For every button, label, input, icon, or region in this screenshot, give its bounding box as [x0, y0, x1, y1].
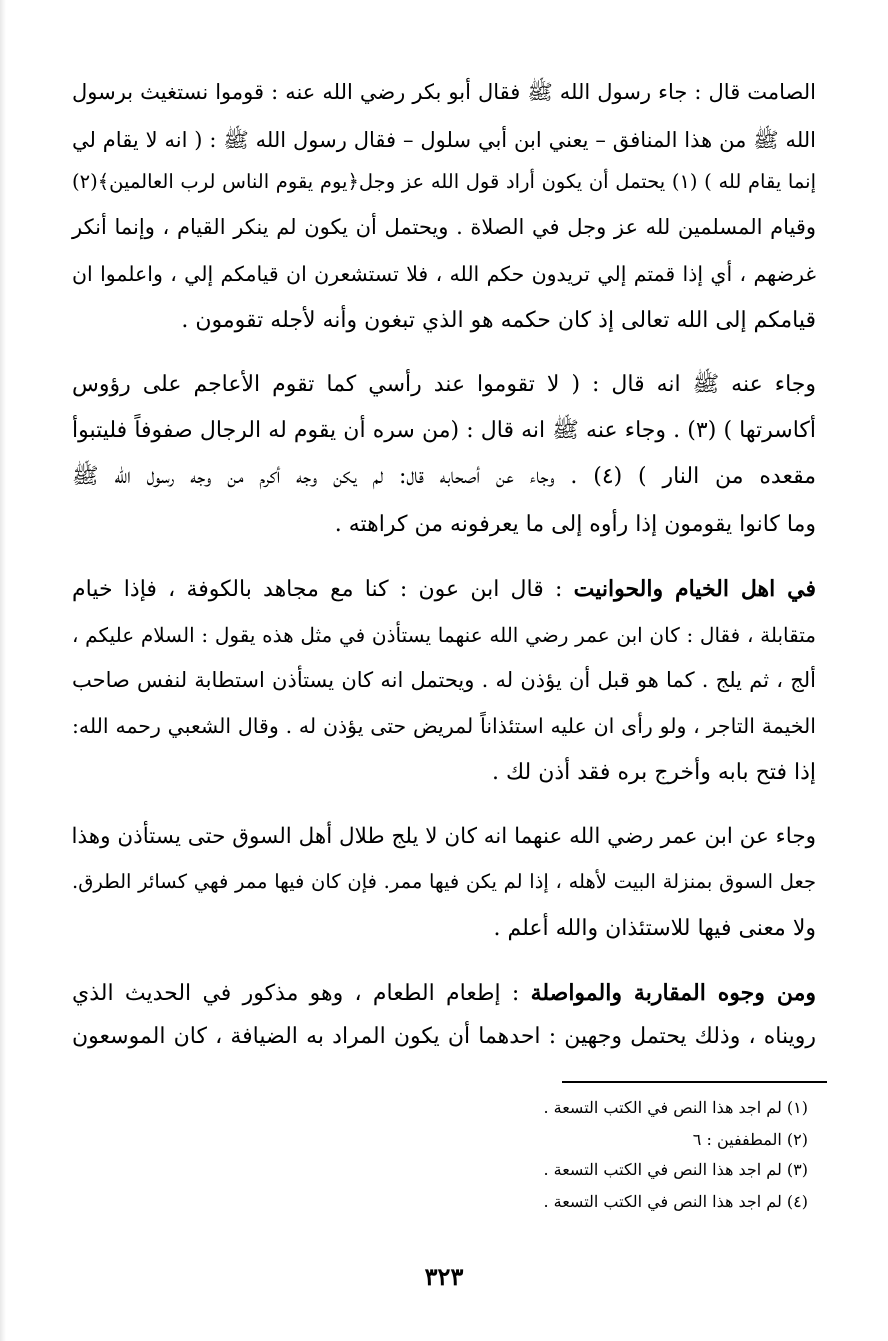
paragraph-1-line-6: قيامكم إلى الله تعالى إذ كان حكمه هو الذي تبغون وأنه لأجله تقومون .: [181, 308, 816, 333]
paragraph-2-line-2: أكاسرتها ) (٣) . وجاء عنه ﷺ انه قال : (من سره أن يقوم له الرجال صفوفاً فليتبوأ: [72, 418, 817, 443]
paragraph-3-line-3: ألج ، ثم يلج . كما هو قبل أن يؤذن له . ويحتمل انه كان يستأذن استطابة لنفس صاحب: [72, 668, 816, 692]
paragraph-3-line-1: [72, 578, 816, 601]
paragraph-1-line-3: إنما يقام لله ) (١) يحتمل أن يكون أراد قول الله عز وجل﴿يوم يقوم الناس لرب العالمين﴾(٢): [72, 170, 816, 193]
footnote-1: (١) لم اجد هذا النص في الكتب التسعة .: [543, 1098, 808, 1117]
paragraph-2-line-4: وما كانوا يقومون إذا رأوه إلى ما يعرفونه من كراهته .: [334, 512, 816, 537]
paragraph-5-line-2: رويناه ، وذلك يحتمل وجهين : احدهما أن يكون المراد به الضيافة ، كان الموسعون: [72, 1024, 816, 1049]
paragraph-4-line-2: جعل السوق بمنزلة البيت لأهله ، إذا لم يكن فيها ممر. فإن كان فيها ممر فهي كسائر الطرق.: [72, 870, 816, 893]
paragraph-2-line-1: وجاء عنه ﷺ انه قال : ( لا تقوموا عند رأسي كما تقوم الأعاجم على رؤوس: [72, 372, 816, 397]
paragraph-1-line-4: وقيام المسلمين لله عز وجل في الصلاة . ويحتمل أن يكون لم ينكر القيام ، وإنما أنكر: [72, 215, 816, 239]
paragraph-3-line-1-text: : قال ابن عون : كنا مع مجاهد بالكوفة ، فإذا خيام: [72, 577, 563, 602]
paragraph-1-line-1: الصامت قال : جاء رسول الله ﷺ فقال أبو بكر رضي الله عنه : قوموا نستغيث برسول: [72, 80, 816, 104]
paragraph-4-line-1: وجاء عن ابن عمر رضي الله عنهما انه كان لا يلج طلال أهل السوق حتى يستأذن وهذا: [71, 824, 816, 849]
paragraph-3-line-2: متقابلة ، فقال : كان ابن عمر رضي الله عنهما يستأذن في مثل هذه يقول : السلام عليكم ،: [72, 623, 816, 647]
paragraph-1-line-2: الله ﷺ من هذا المنافق – يعني ابن أبي سلول – فقال رسول الله ﷺ : ( انه لا يقام لي: [72, 128, 816, 152]
footnote-divider: [562, 1081, 827, 1083]
paragraph-1-line-5: غرضهم ، أي إذا قمتم إلي تريدون حكم الله ، فلا تستشعرن ان قيامكم إلي ، واعلموا ان: [72, 262, 816, 286]
scan-edge: [0, 0, 6, 1341]
paragraph-5-line-1: [72, 982, 816, 1005]
page-number: ٣٢٣: [424, 1262, 464, 1291]
paragraph-4-line-3: ولا معنى فيها للاستئذان والله أعلم .: [493, 916, 816, 941]
paragraph-2-line-3: مقعده من النار ) (٤) . وجاء عن أصحابه قال: لم يكن وجه أكرم من وجه رسول الله ﷺ: [72, 464, 816, 489]
section-heading-connection: ومن وجوه المقاربة والمواصلة: [530, 980, 816, 1006]
footnote-3: (٣) لم اجد هذا النص في الكتب التسعة .: [543, 1160, 808, 1179]
section-heading-tents: في اهل الخيام والحوانيت: [573, 576, 816, 602]
paragraph-3-line-5: إذا فتح بابه وأخرج بره فقد أذن لك .: [491, 760, 816, 785]
paragraph-5-line-1-text: : إطعام الطعام ، وهو مذكور في الحديث الذي: [72, 981, 520, 1006]
footnote-2: (٢) المطففين : ٦: [692, 1130, 808, 1149]
paragraph-3-line-4: الخيمة التاجر ، ولو رأى ان عليه استئذاناً لمريض حتى يؤذن له . وقال الشعبي رحمه الله:: [72, 714, 816, 738]
footnote-4: (٤) لم اجد هذا النص في الكتب التسعة .: [543, 1192, 808, 1211]
